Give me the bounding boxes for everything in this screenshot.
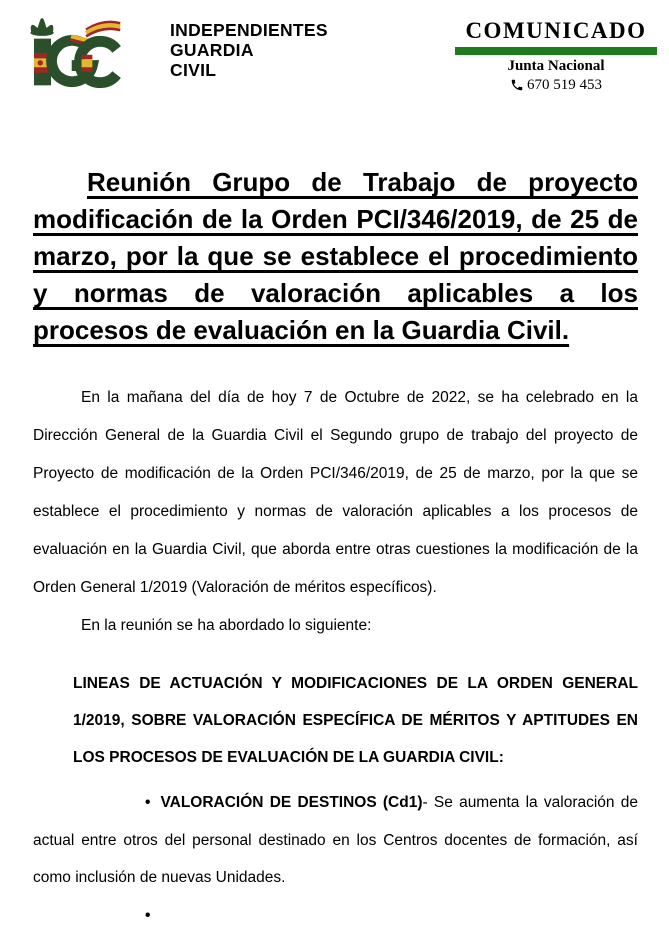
- paragraph-2: En la reunión se ha abordado lo siguiente:: [33, 607, 638, 645]
- section-heading: LINEAS DE ACTUACIÓN Y MODIFICACIONES DE LA ORDEN GENERAL 1/2019, SOBRE VALORACIÓN ESPECÍFICA DE MÉRITOS Y APTITUDES EN LOS PROCESOS DE EVALUACIÓN DE LA GUARDIA CIVIL:: [73, 665, 638, 776]
- bullet-icon: •: [145, 907, 150, 924]
- org-name-line-2: GUARDIA: [170, 40, 328, 60]
- org-name-line-3: CIVIL: [170, 60, 328, 80]
- comunicado-block: [455, 18, 657, 94]
- bullet-item-2: [33, 897, 638, 934]
- org-name-line-1: INDEPENDIENTES: [170, 20, 328, 40]
- igc-logo-icon: [16, 12, 122, 94]
- comunicado-title: COMUNICADO: [455, 18, 657, 44]
- org-name: [170, 20, 328, 80]
- phone-row: [455, 76, 657, 94]
- bullet-icon: •: [145, 794, 150, 811]
- document-title: Reunión Grupo de Trabajo de proyecto modificación de la Orden PCI/346/2019, de 25 de marzo, por la que se establece el procedimiento y normas de valoración aplicables a los procesos de evaluación en la Guardia Civil.: [33, 164, 638, 349]
- document-body: [0, 164, 669, 934]
- paragraph-1: En la mañana del día de hoy 7 de Octubre de 2022, se ha celebrado en la Dirección General de la Guardia Civil el Segundo grupo de trabajo del proyecto de Proyecto de modificación de la Orden PCI/346/2019, de 25 de marzo, por la que se establece el procedimiento y normas de valoración aplicables a los procesos de evaluación en la Guardia Civil, que aborda entre otras cuestiones la modificación de la Orden General 1/2019 (Valoración de méritos específicos).: [33, 379, 638, 607]
- junta-nacional-label: Junta Nacional: [455, 58, 657, 75]
- bullet-text: - Se aumenta la valoración de actual entre otros del personal destinado en los Centros docentes de formación, así como inclusión de nuevas Unidades.: [33, 794, 638, 886]
- bullet-bold-label: VALORACIÓN DE DESTINOS (Cd1): [160, 794, 422, 811]
- phone-icon: [510, 78, 524, 92]
- green-divider-bar: [455, 47, 657, 55]
- phone-number: 670 519 453: [527, 76, 602, 94]
- bullet-item-1: [33, 784, 638, 897]
- page-header: [0, 0, 669, 94]
